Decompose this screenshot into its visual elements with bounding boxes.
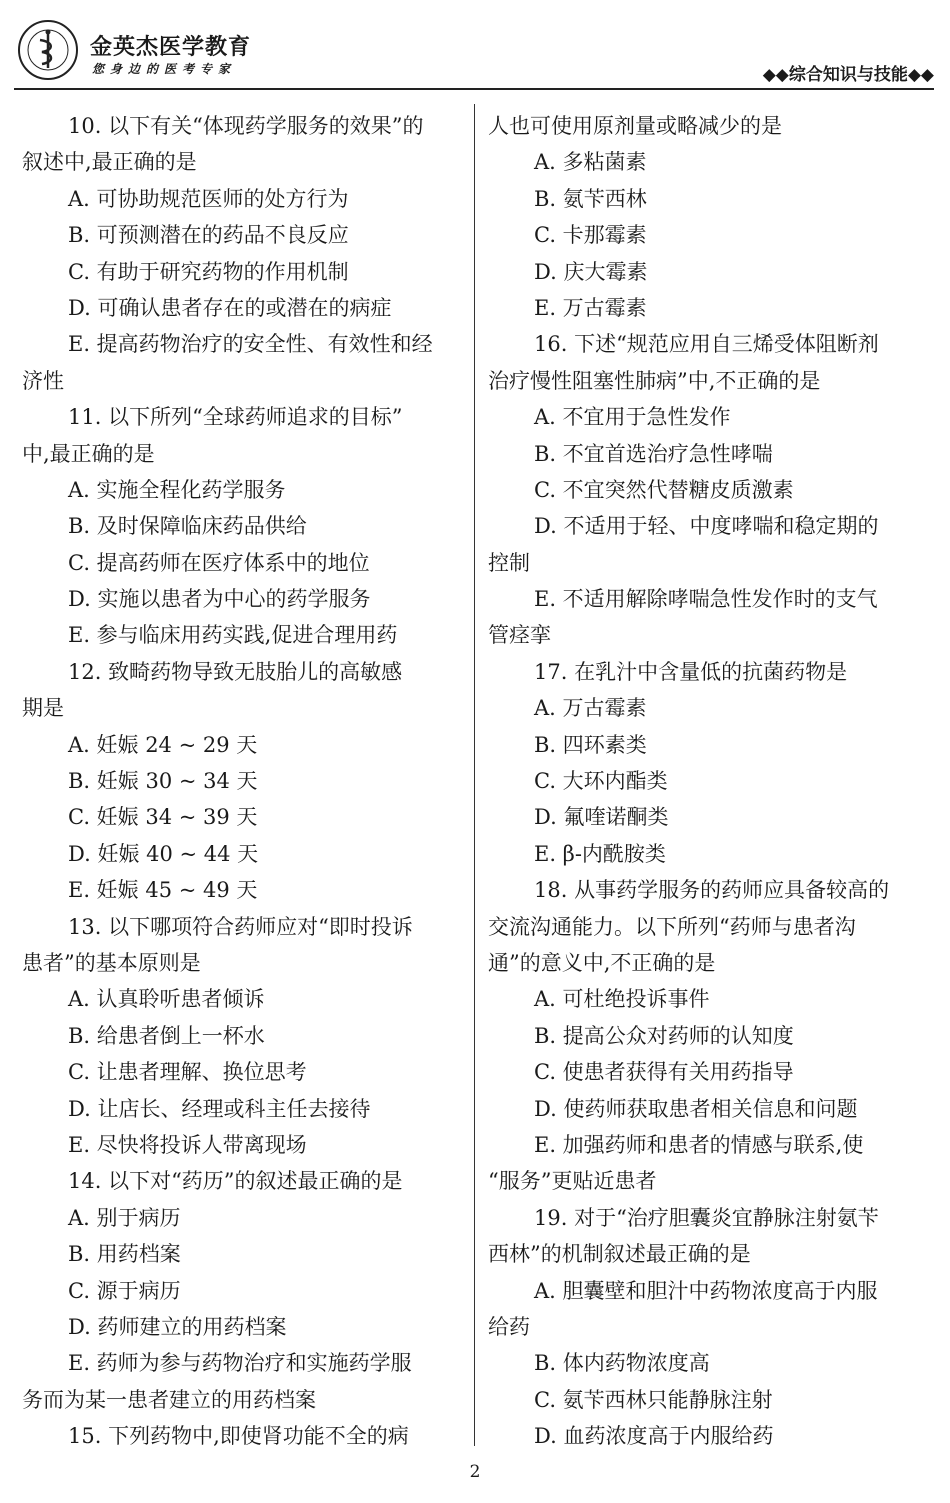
header-divider [14, 88, 934, 90]
text-line: 叙述中,最正确的是 [22, 150, 197, 175]
text-line: E. 提高药物治疗的安全性、有效性和经 [68, 332, 433, 357]
text-line: 通”的意义中,不正确的是 [488, 950, 716, 975]
text-line: E. 万古霉素 [534, 295, 647, 320]
text-line: “服务”更贴近患者 [488, 1169, 657, 1194]
text-line: D. 庆大霉素 [534, 259, 648, 284]
text-line: 务而为某一患者建立的用药档案 [22, 1387, 316, 1412]
text-line: 13. 以下哪项符合药师应对“即时投诉 [68, 914, 413, 939]
text-line: 控制 [488, 550, 530, 575]
logo-icon [18, 20, 78, 80]
text-line: E. 不适用解除哮喘急性发作时的支气 [534, 587, 878, 612]
text-line: D. 让店长、经理或科主任去接待 [68, 1096, 371, 1121]
text-line: E. 妊娠 45 ~ 49 天 [68, 878, 258, 903]
text-line: A. 多粘菌素 [534, 150, 647, 175]
text-line: C. 使患者获得有关用药指导 [534, 1060, 794, 1085]
text-line: A. 胆囊壁和胆汁中药物浓度高于内服 [534, 1278, 878, 1303]
text-line: B. 不宜首选治疗急性哮喘 [534, 441, 773, 466]
text-line: C. 卡那霉素 [534, 223, 647, 248]
text-line: A. 认真聆听患者倾诉 [68, 987, 265, 1012]
text-line: C. 妊娠 34 ~ 39 天 [68, 805, 258, 830]
text-line: D. 使药师获取患者相关信息和问题 [534, 1096, 858, 1121]
section-tag: ◆◆综合知识与技能◆◆ [762, 65, 934, 85]
left-column [22, 108, 470, 1454]
text-line: E. β-内酰胺类 [534, 841, 666, 866]
page-header [14, 16, 934, 88]
text-line: B. 提高公众对药师的认知度 [534, 1023, 794, 1048]
brand-name: 金英杰医学教育 [90, 35, 252, 60]
text-line: D. 血药浓度高于内服给药 [534, 1424, 774, 1449]
text-line: C. 大环内酯类 [534, 769, 668, 794]
text-line: 给药 [488, 1314, 530, 1339]
column-divider [474, 104, 475, 1446]
text-line: A. 实施全程化药学服务 [68, 477, 286, 502]
text-line: 管痉挛 [488, 623, 551, 648]
text-line: A. 可协助规范医师的处方行为 [68, 186, 349, 211]
text-line: 16. 下述“规范应用自三烯受体阻断剂 [534, 332, 879, 357]
text-line: B. 妊娠 30 ~ 34 天 [68, 769, 258, 794]
text-line: D. 氟喹诺酮类 [534, 805, 669, 830]
text-line: 治疗慢性阻塞性肺病”中,不正确的是 [488, 368, 821, 393]
text-line: C. 不宜突然代替糖皮质激素 [534, 477, 794, 502]
text-line: B. 四环素类 [534, 732, 647, 757]
text-line: 西林”的机制叙述最正确的是 [488, 1242, 751, 1267]
text-line: 11. 以下所列“全球药师追求的目标” [68, 405, 403, 430]
text-line: B. 用药档案 [68, 1242, 181, 1267]
text-line: 14. 以下对“药历”的叙述最正确的是 [68, 1169, 403, 1194]
text-line: C. 提高药师在医疗体系中的地位 [68, 550, 370, 575]
text-line: 18. 从事药学服务的药师应具备较高的 [534, 878, 890, 903]
text-line: 患者”的基本原则是 [22, 950, 201, 975]
text-line: B. 体内药物浓度高 [534, 1351, 710, 1376]
text-line: C. 源于病历 [68, 1278, 181, 1303]
text-line: 交流沟通能力。以下所列“药师与患者沟 [488, 914, 856, 939]
text-line: C. 让患者理解、换位思考 [68, 1060, 307, 1085]
brand-slogan: 您身边的医考专家 [92, 62, 237, 76]
text-line: D. 不适用于轻、中度哮喘和稳定期的 [534, 514, 879, 539]
right-column [488, 108, 930, 1454]
text-line: 中,最正确的是 [22, 441, 155, 466]
text-line: D. 药师建立的用药档案 [68, 1314, 287, 1339]
text-line: D. 妊娠 40 ~ 44 天 [68, 841, 259, 866]
text-line: D. 实施以患者为中心的药学服务 [68, 587, 371, 612]
text-line: D. 可确认患者存在的或潜在的病症 [68, 295, 392, 320]
text-line: A. 可杜绝投诉事件 [534, 987, 710, 1012]
text-line: 15. 下列药物中,即使肾功能不全的病 [68, 1424, 409, 1449]
text-line: A. 别于病历 [68, 1205, 181, 1230]
text-line: C. 有助于研究药物的作用机制 [68, 259, 349, 284]
text-line: E. 尽快将投诉人带离现场 [68, 1132, 307, 1157]
text-line: A. 妊娠 24 ~ 29 天 [68, 732, 258, 757]
text-line: 17. 在乳汁中含量低的抗菌药物是 [534, 659, 848, 684]
text-line: B. 可预测潜在的药品不良反应 [68, 223, 349, 248]
text-line: A. 万古霉素 [534, 696, 647, 721]
text-line: E. 加强药师和患者的情感与联系,使 [534, 1132, 864, 1157]
text-line: B. 及时保障临床药品供给 [68, 514, 307, 539]
text-line: B. 氨苄西林 [534, 186, 647, 211]
text-line: A. 不宜用于急性发作 [534, 405, 731, 430]
text-line: E. 药师为参与药物治疗和实施药学服 [68, 1351, 412, 1376]
text-line: 期是 [22, 696, 64, 721]
text-line: C. 氨苄西林只能静脉注射 [534, 1387, 773, 1412]
text-line: E. 参与临床用药实践,促进合理用药 [68, 623, 398, 648]
page-number: 2 [469, 1462, 481, 1482]
text-line: 人也可使用原剂量或略减少的是 [488, 114, 782, 138]
text-line: B. 给患者倒上一杯水 [68, 1023, 265, 1048]
text-line: 10. 以下有关“体现药学服务的效果”的 [68, 114, 424, 138]
text-line: 19. 对于“治疗胆囊炎宜静脉注射氨苄 [534, 1205, 879, 1230]
text-line: 济性 [22, 368, 64, 393]
text-line: 12. 致畸药物导致无肢胎儿的高敏感 [68, 659, 403, 684]
